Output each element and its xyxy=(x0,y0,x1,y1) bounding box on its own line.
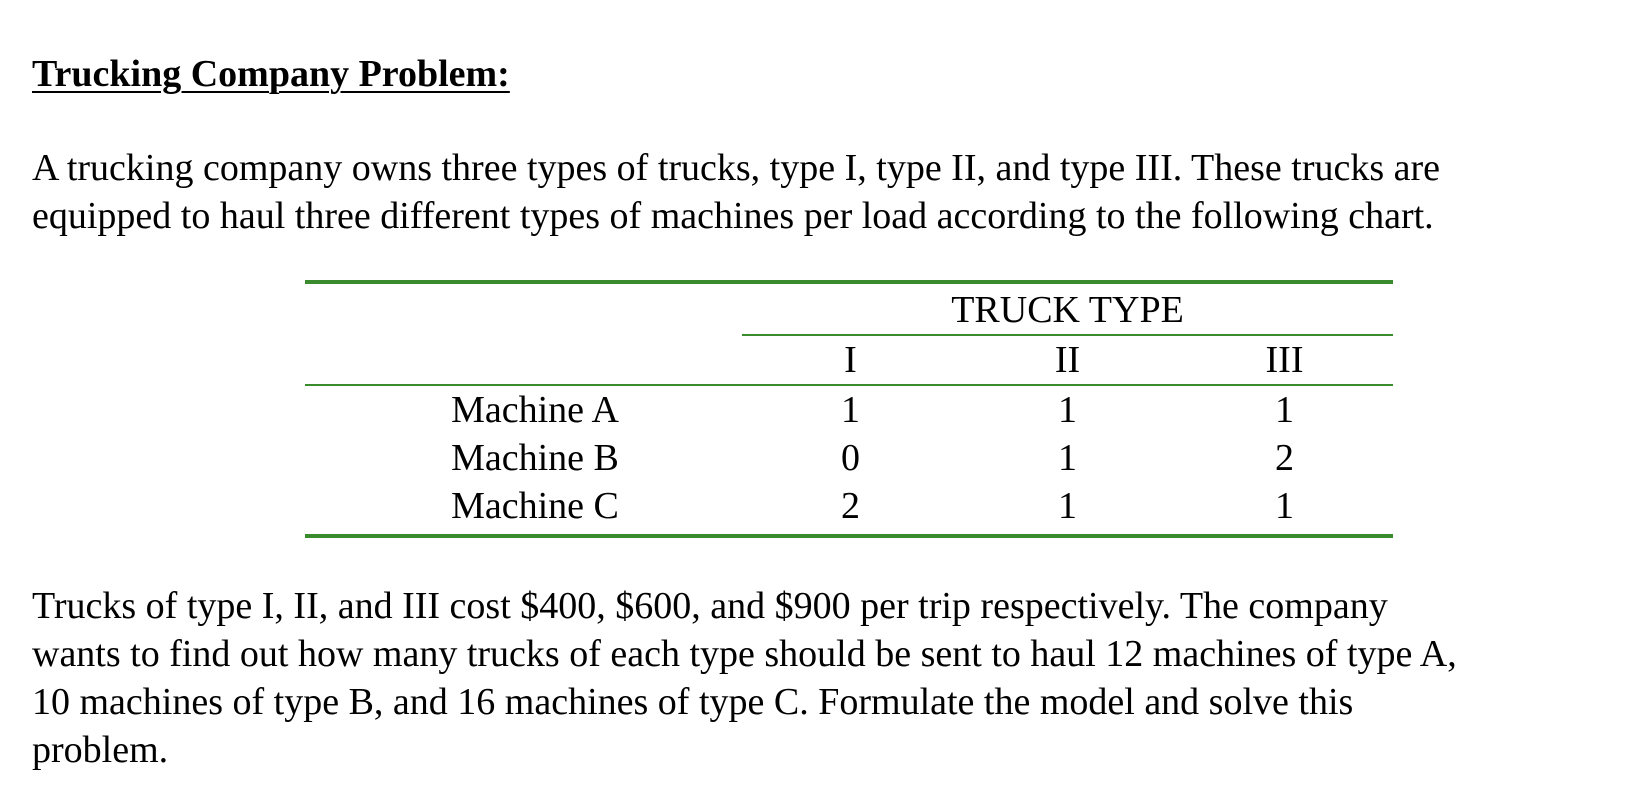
table-cell: 0 xyxy=(841,437,860,479)
row-label-machine-b: Machine B xyxy=(451,437,619,479)
table-bottom-rule xyxy=(305,534,1393,538)
intro-paragraph xyxy=(32,144,1440,240)
closing-line: Trucks of type I, II, and III cost $400, $600, and $900 per trip respectively. The company xyxy=(32,585,1388,627)
problem-title: Trucking Company Problem: xyxy=(32,53,510,95)
column-header-type-i: I xyxy=(844,339,857,381)
table-cell: 1 xyxy=(841,389,860,431)
closing-paragraph xyxy=(32,582,1457,774)
group-header-rule xyxy=(742,334,1393,336)
table-cell: 1 xyxy=(1275,389,1294,431)
truck-capacity-table xyxy=(305,280,1393,540)
intro-line: A trucking company owns three types of trucks, type I, type II, and type III. These trucks are xyxy=(32,147,1441,189)
closing-line: wants to find out how many trucks of each type should be sent to haul 12 machines of type A, xyxy=(32,633,1457,675)
intro-line: equipped to haul three different types of machines per load according to the following chart. xyxy=(32,195,1434,237)
table-cell: 1 xyxy=(1058,389,1077,431)
column-header-rule xyxy=(305,384,1393,386)
column-header-type-iii: III xyxy=(1265,339,1304,381)
table-cell: 2 xyxy=(1275,437,1294,479)
table-cell: 1 xyxy=(1058,437,1077,479)
table-cell: 1 xyxy=(1275,485,1294,527)
row-label-machine-a: Machine A xyxy=(451,389,619,431)
table-cell: 2 xyxy=(841,485,860,527)
closing-line: 10 machines of type B, and 16 machines of type C. Formulate the model and solve this xyxy=(32,681,1354,723)
table-top-rule xyxy=(305,280,1393,284)
column-header-type-ii: II xyxy=(1054,339,1081,381)
truck-type-header: TRUCK TYPE xyxy=(951,289,1184,331)
closing-line: problem. xyxy=(32,729,169,771)
row-label-machine-c: Machine C xyxy=(451,485,619,527)
table-cell: 1 xyxy=(1058,485,1077,527)
